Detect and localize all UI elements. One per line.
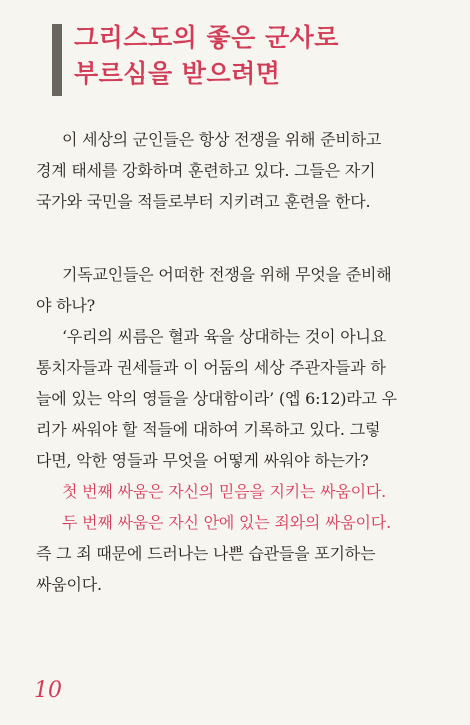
text-line: 통치자들과 권세들과 이 어둠의 세상 주관자들과 하	[36, 358, 386, 377]
scripture-quote-line: ‘우리의 씨름은 혈과 육을 상대하는 것이 아니요	[62, 327, 387, 346]
paragraph-1	[36, 124, 436, 217]
text-line: 국가와 국민을 적들로부터 지키려고 훈련을 한다.	[36, 192, 371, 211]
text-line: 이 세상의 군인들은 항상 전쟁을 위해 준비하고	[62, 130, 382, 149]
title-accent-bar	[52, 24, 62, 96]
text-line: 야 하나?	[36, 296, 96, 315]
text-line: 기독교인들은 어떠한 전쟁을 위해 무엇을 준비해	[62, 265, 392, 284]
page-number: 10	[34, 678, 62, 703]
chapter-title-line-1: 그리스도의 좋은 군사로	[74, 23, 339, 52]
text-line: 다면, 악한 영들과 무엇을 어떻게 싸워야 하는가?	[36, 451, 369, 470]
highlight-first-fight: 첫 번째 싸움은 자신의 믿음을 지키는 싸움이다.	[62, 482, 387, 501]
text-line: 경계 태세를 강화하며 훈련하고 있다. 그들은 자기	[36, 161, 376, 180]
text-line: 싸움이다.	[36, 575, 102, 594]
chapter-title	[74, 20, 454, 92]
text-line: 늘에 있는 악의 영들을 상대함이라’ (엡 6:12)라고 우	[36, 389, 397, 408]
highlight-second-fight: 두 번째 싸움은 자신 안에 있는 죄와의 싸움이다.	[62, 513, 391, 532]
text-line: 리가 싸워야 할 적들에 대하여 기록하고 있다. 그렇	[36, 420, 381, 439]
paragraph-2	[36, 259, 436, 600]
chapter-title-line-2: 부르심을 받으려면	[74, 59, 281, 88]
text-line: 즉 그 죄 때문에 드러나는 나쁜 습관들을 포기하는	[36, 544, 376, 563]
